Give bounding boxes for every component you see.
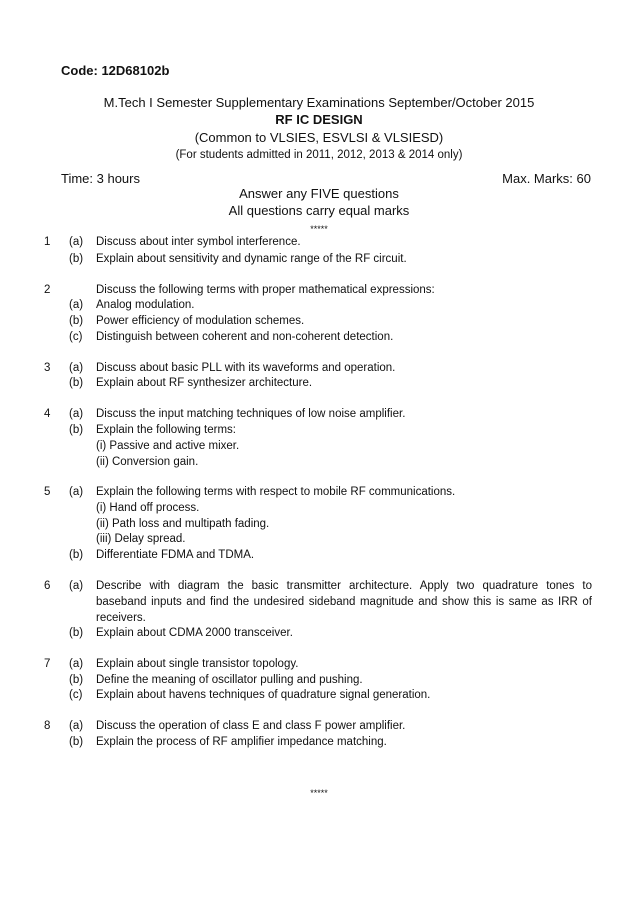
question-number: 1 [44, 236, 51, 248]
time-allowed: Time: 3 hours [61, 171, 140, 186]
question-row [0, 284, 638, 300]
question-number: 3 [44, 362, 51, 374]
max-marks: Max. Marks: 60 [502, 171, 591, 186]
question-text: baseband inputs and find the undesired sideband magnitude and show this is same as IRR of [96, 596, 592, 608]
question-row [0, 580, 638, 596]
question-text: Explain about CDMA 2000 transceiver. [96, 627, 293, 639]
question-text: Explain about sensitivity and dynamic range of the RF circuit. [96, 253, 407, 265]
question-part: (b) [69, 736, 84, 748]
common-branches: (Common to VLSIES, ESVLSI & VLSIESD) [194, 130, 444, 145]
question-text: Explain about havens techniques of quadrature signal generation. [96, 689, 431, 701]
question-row [0, 408, 638, 424]
question-part: (b) [69, 674, 84, 686]
question-part: (b) [69, 424, 84, 436]
question-part: (b) [69, 377, 84, 389]
question-text: Explain about RF synthesizer architecture. [96, 377, 313, 389]
question-number: 4 [44, 408, 51, 420]
question-text: (ii) Path loss and multipath fading. [96, 518, 270, 530]
question-text: (i) Hand off process. [96, 502, 200, 514]
question-part: (a) [69, 299, 84, 311]
question-text: Describe with diagram the basic transmitter architecture. Apply two quadrature tones to [96, 580, 592, 592]
question-text: Define the meaning of oscillator pulling and pushing. [96, 674, 363, 686]
question-text: receivers. [96, 612, 146, 624]
question-number: 2 [44, 284, 51, 296]
question-row [0, 549, 638, 565]
subject-title: RF IC DESIGN [275, 112, 363, 127]
question-part: (a) [69, 408, 84, 420]
question-text: Power efficiency of modulation schemes. [96, 315, 305, 327]
question-row [0, 440, 638, 456]
question-row [0, 689, 638, 705]
question-text: (i) Passive and active mixer. [96, 440, 240, 452]
question-part: (c) [69, 331, 83, 343]
question-row [0, 362, 638, 378]
question-part: (a) [69, 658, 84, 670]
question-text: Discuss about basic PLL with its waveforms and operation. [96, 362, 396, 374]
question-row [0, 253, 638, 269]
question-text: Explain the following terms with respect to mobile RF communications. [96, 486, 456, 498]
question-number: 5 [44, 486, 51, 498]
question-row [0, 236, 638, 252]
question-part: (c) [69, 689, 83, 701]
question-row [0, 424, 638, 440]
question-number: 7 [44, 658, 51, 670]
question-text: Discuss about inter symbol interference. [96, 236, 301, 248]
admission-note: (For students admitted in 2011, 2012, 2013 & 2014 only) [175, 149, 463, 161]
separator-bottom: ***** [310, 788, 328, 798]
question-part: (b) [69, 253, 84, 265]
question-text: Distinguish between coherent and non-coherent detection. [96, 331, 394, 343]
paper-code: Code: 12D68102b [61, 63, 170, 78]
question-row [0, 331, 638, 347]
question-row [0, 627, 638, 643]
question-row [0, 596, 638, 612]
question-row [0, 518, 638, 534]
question-row [0, 612, 638, 628]
question-part: (a) [69, 486, 84, 498]
instruction-answer: Answer any FIVE questions [239, 186, 399, 201]
question-text: Discuss the following terms with proper mathematical expressions: [96, 284, 435, 296]
question-row [0, 377, 638, 393]
question-row [0, 456, 638, 472]
question-number: 6 [44, 580, 51, 592]
question-part: (b) [69, 315, 84, 327]
question-text: Discuss the input matching techniques of low noise amplifier. [96, 408, 406, 420]
question-row [0, 299, 638, 315]
question-row [0, 315, 638, 331]
question-text: (ii) Conversion gain. [96, 456, 199, 468]
question-row [0, 533, 638, 549]
question-text: Explain about single transistor topology. [96, 658, 299, 670]
question-part: (b) [69, 549, 84, 561]
question-part: (a) [69, 236, 84, 248]
question-row [0, 502, 638, 518]
question-text: Explain the following terms: [96, 424, 236, 436]
exam-title: M.Tech I Semester Supplementary Examinations September/October 2015 [103, 95, 535, 110]
question-row [0, 674, 638, 690]
separator-top: ***** [310, 224, 328, 234]
question-part: (b) [69, 627, 84, 639]
question-row [0, 736, 638, 752]
question-part: (a) [69, 720, 84, 732]
question-number: 8 [44, 720, 51, 732]
question-text: Differentiate FDMA and TDMA. [96, 549, 255, 561]
question-text: Analog modulation. [96, 299, 195, 311]
question-part: (a) [69, 580, 84, 592]
question-text: Discuss the operation of class E and class F power amplifier. [96, 720, 406, 732]
question-text: (iii) Delay spread. [96, 533, 186, 545]
question-row [0, 720, 638, 736]
question-row [0, 658, 638, 674]
instruction-marks: All questions carry equal marks [228, 203, 410, 218]
question-row [0, 486, 638, 502]
question-text: Explain the process of RF amplifier impedance matching. [96, 736, 387, 748]
question-part: (a) [69, 362, 84, 374]
